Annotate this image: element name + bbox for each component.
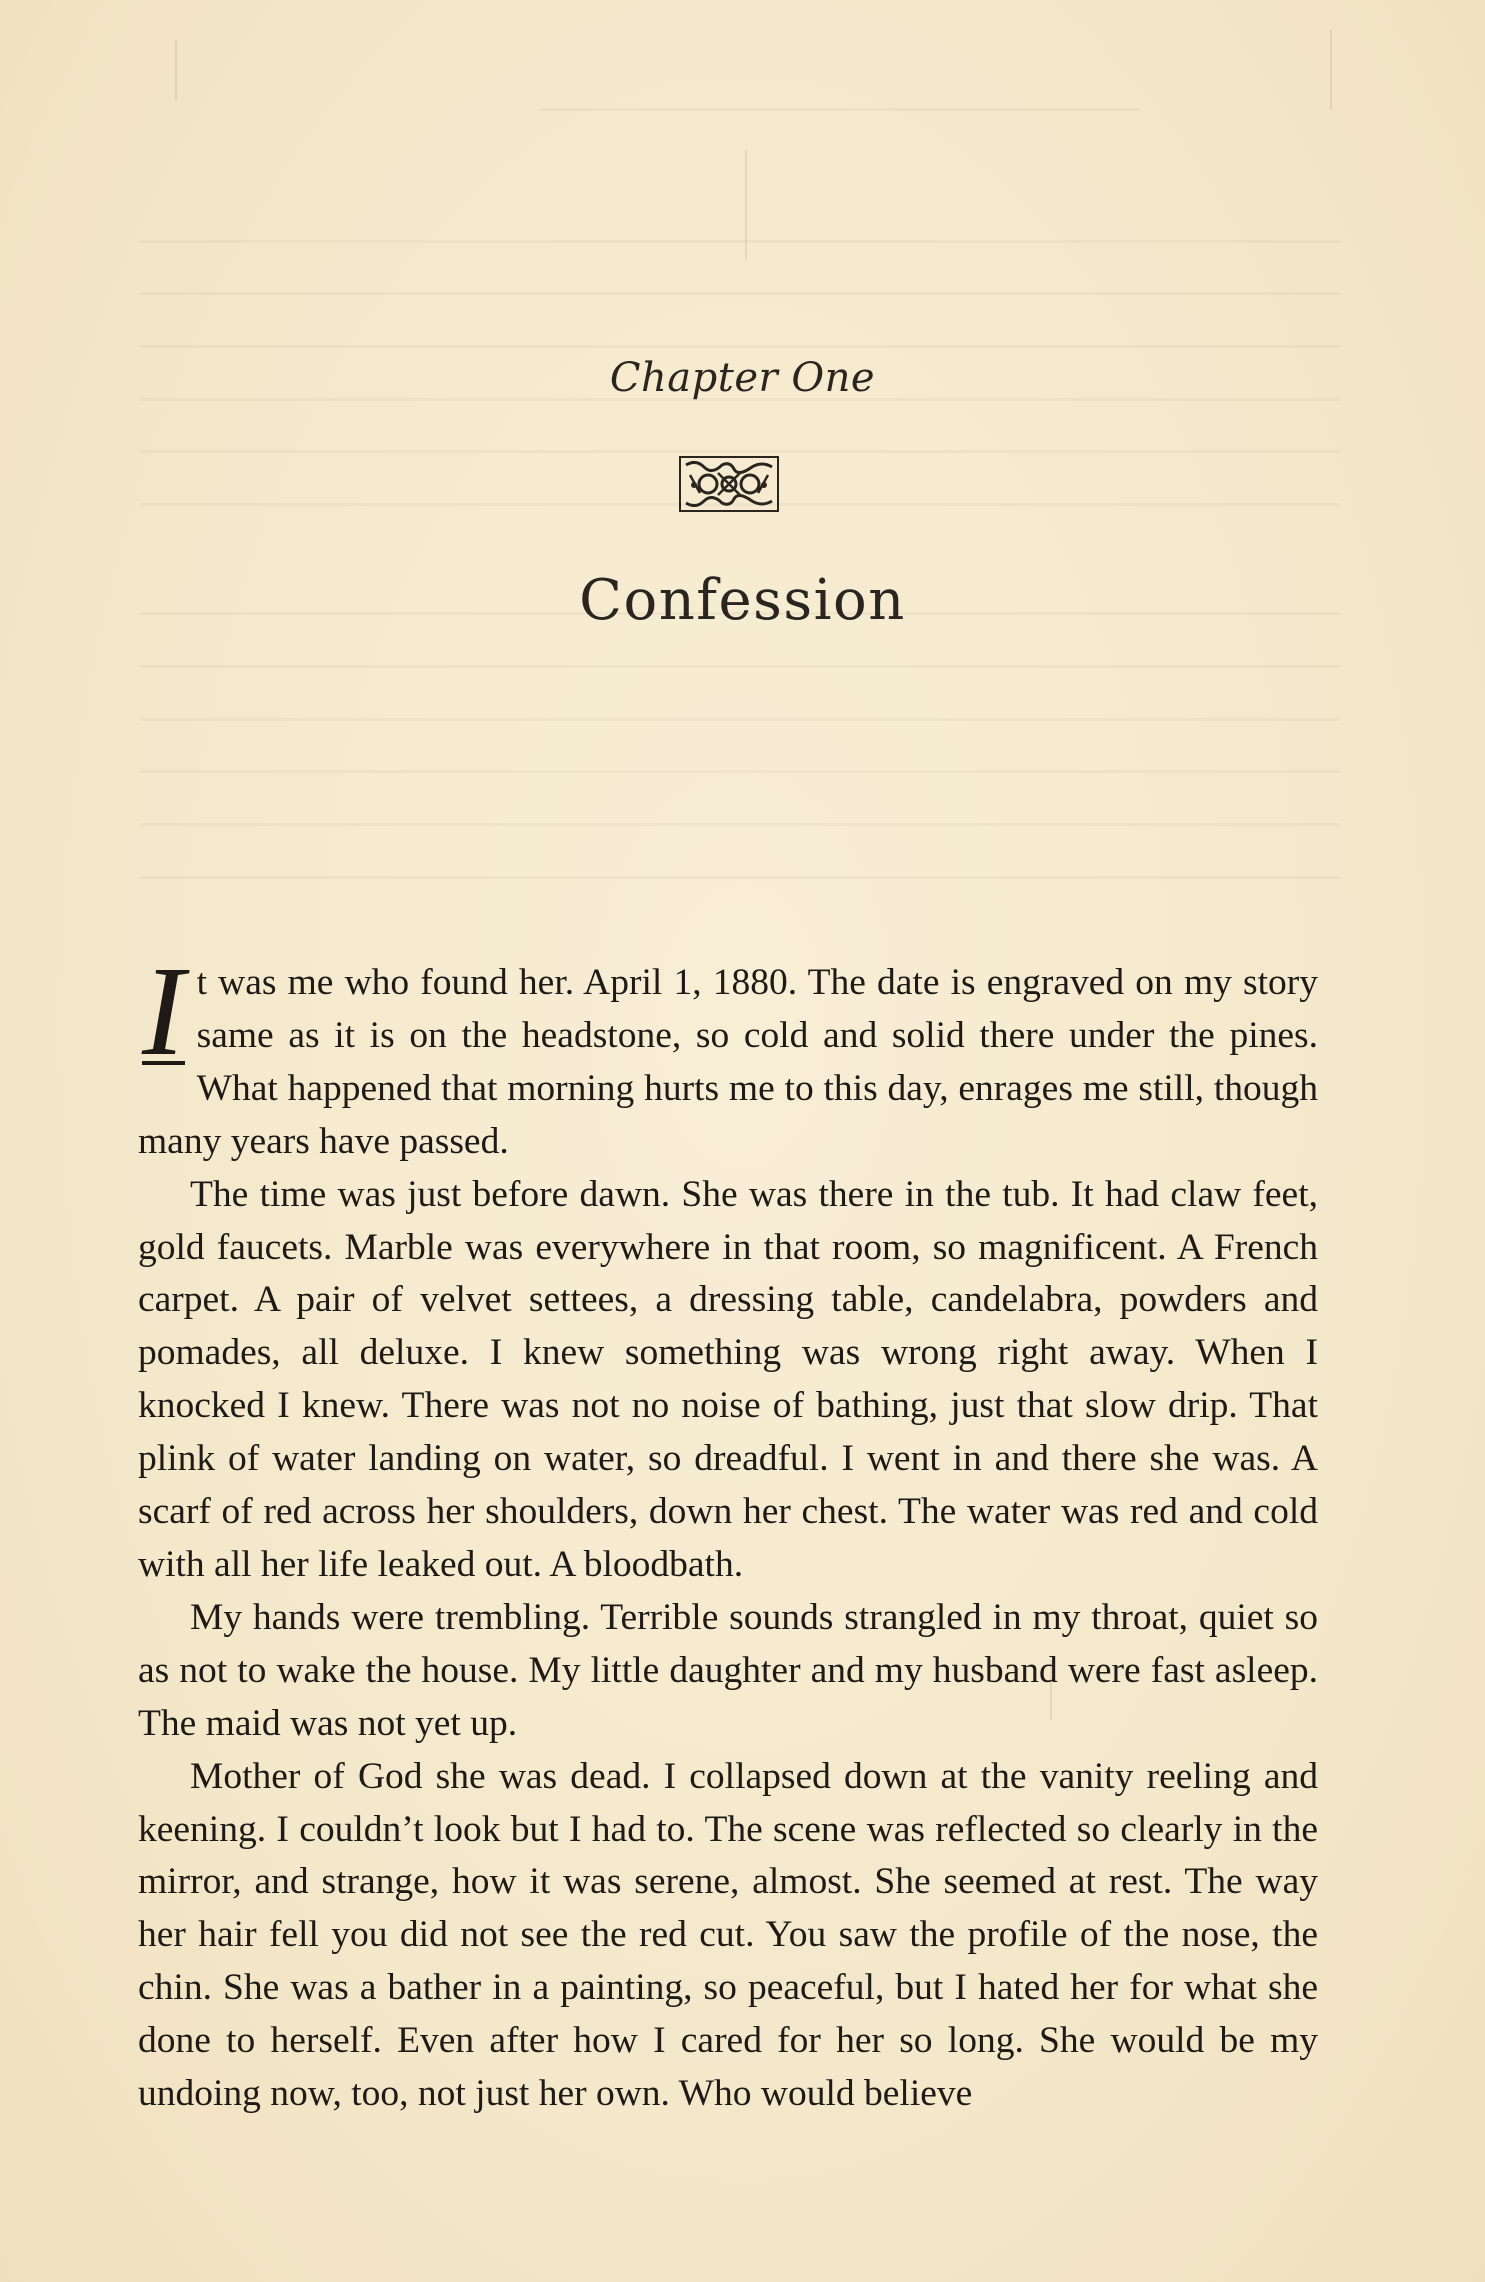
show-through-line	[140, 292, 1340, 295]
paragraph-4: Mother of God she was dead. I collapsed down at the vanity reeling and keening. I couldn’t look but I had to. The scene was reflected so clearly in the mirror, and strange, how it was serene, almost. She seemed at rest. The way her hair fell you did not see the red cut. You saw the profile of the nose, the chin. She was a bather in a painting, so peaceful, but I hated her for what she done to herself. Even after how I cared for her so long. She would be my undoing now, too, not just her own. Who would believe	[138, 1755, 1318, 2115]
page-crease	[1330, 30, 1332, 110]
show-through-line	[140, 665, 1340, 668]
show-through-line	[140, 770, 1340, 773]
show-through-line	[140, 450, 1340, 453]
chapter-body	[138, 940, 1318, 2121]
paragraph-2: The time was just before dawn. She was there in the tub. It had claw feet, gold faucets. Marble was everywhere in that room, so magnificent. A French carpet. A pair of velvet settees, a dressing table, candelabra, powders and pomades, all deluxe. I knew something was wrong right away. When I knocked I knew. There was not no noise of bathing, just that slow drip. That plink of water landing on water, so dreadful. I went in and there she was. A scarf of red across her shoulders, down her chest. The water was red and cold with all her life leaked out. A bloodbath.	[138, 1173, 1318, 1585]
drop-cap: I	[142, 940, 185, 1082]
show-through-line	[140, 876, 1340, 879]
show-through-line	[140, 240, 1340, 243]
show-through-line	[140, 823, 1340, 826]
chapter-label: Chapter One	[609, 355, 876, 401]
show-through-line	[540, 108, 1140, 111]
show-through-line	[140, 718, 1340, 721]
show-through-line	[140, 345, 1340, 348]
celtic-knot-ornament-icon	[678, 455, 780, 513]
chapter-title: Confession	[579, 568, 906, 633]
paragraph-1-text: t was me who found her. April 1, 1880. The date is engraved on my story same as it is on the headstone, so cold and solid there under the pines. What happened that morning hurts me to this day, enrages me still, though many years have passed.	[138, 962, 1318, 1162]
page-crease	[745, 150, 747, 260]
paragraph-3: My hands were trembling. Terrible sounds strangled in my throat, quiet so as not to wake the house. My little daughter and my husband were fast asleep. The maid was not yet up.	[138, 1596, 1318, 1744]
paragraph-1	[138, 940, 1318, 1169]
page-crease	[175, 40, 177, 100]
